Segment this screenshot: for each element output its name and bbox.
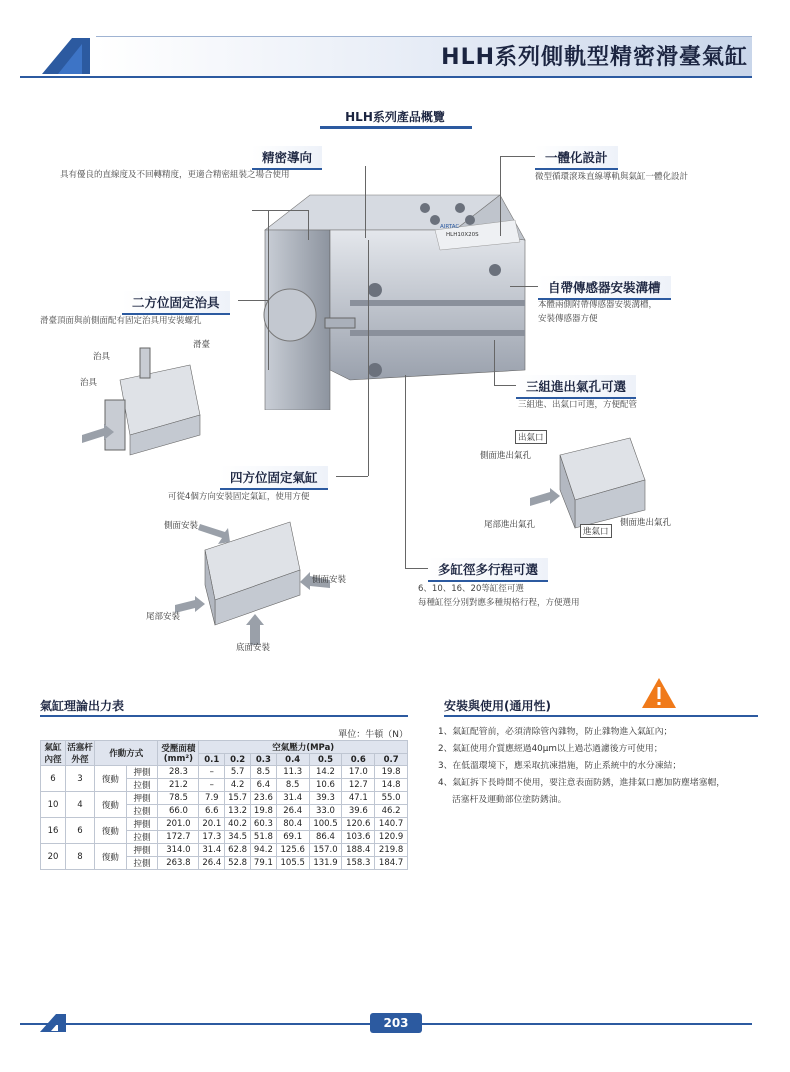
cell-force: 33.0 xyxy=(309,805,342,818)
callout-jig: 二方位固定治具 xyxy=(122,291,230,315)
footer-logo xyxy=(38,1012,68,1034)
label-end-port: 尾部進出氣孔 xyxy=(484,520,536,530)
leader-line xyxy=(252,210,308,211)
callout-ports: 三組進出氣孔可選 xyxy=(516,375,636,399)
desc-jig: 滑臺頂面與前側面配有固定治具用安裝螺孔 xyxy=(40,316,202,326)
cell-direction: 押側 xyxy=(126,766,158,779)
install-item: 1、氣缸配管前，必須清除管內雜物，防止雜物進入氣缸內； xyxy=(438,727,673,737)
cell-force: 131.9 xyxy=(309,857,342,870)
table-row xyxy=(41,766,408,779)
table-row xyxy=(41,792,408,805)
header-rule xyxy=(20,76,752,78)
cell-force: 19.8 xyxy=(375,766,408,779)
install-rule xyxy=(444,715,758,717)
cell-force: 47.1 xyxy=(342,792,375,805)
warning-icon xyxy=(640,676,678,710)
cell-force: 19.8 xyxy=(251,805,277,818)
cell-force: 60.3 xyxy=(251,818,277,831)
label-side-mount2: 側面安裝 xyxy=(312,575,347,585)
cell-force: 80.4 xyxy=(276,818,309,831)
th-pressure-value: 0.2 xyxy=(225,754,251,766)
th-pressure-value: 0.3 xyxy=(251,754,277,766)
cell-force: 94.2 xyxy=(251,844,277,857)
cell-force: 31.4 xyxy=(276,792,309,805)
cell-force: 184.7 xyxy=(375,857,408,870)
cell-force: 31.4 xyxy=(199,844,225,857)
table-row xyxy=(41,818,408,831)
label-bottom-mount: 底面安裝 xyxy=(236,643,271,653)
desc-precision: 具有優良的直線度及不回轉精度，更適合精密組裝之場合使用 xyxy=(60,170,290,180)
cell-force: 158.3 xyxy=(342,857,375,870)
cell-force: 17.0 xyxy=(342,766,375,779)
label-model: HLH10X20S xyxy=(446,232,479,238)
cell-force: 69.1 xyxy=(276,831,309,844)
cell-bore: 6 xyxy=(41,766,66,792)
cell-bore: 16 xyxy=(41,818,66,844)
cell-force: 79.1 xyxy=(251,857,277,870)
cell-direction: 拉側 xyxy=(126,779,158,792)
force-table-unit: 單位：牛頓（N） xyxy=(338,730,408,740)
cell-force: 62.8 xyxy=(225,844,251,857)
cell-rod: 3 xyxy=(66,766,95,792)
install-title: 安裝與使用(通用性) xyxy=(444,699,551,713)
cell-bore: 10 xyxy=(41,792,66,818)
leader-line xyxy=(308,210,309,240)
cell-force: 5.7 xyxy=(225,766,251,779)
cell-force: 17.3 xyxy=(199,831,225,844)
cell-force: – xyxy=(199,779,225,792)
cell-rod: 8 xyxy=(66,844,95,870)
th-action: 作動方式 xyxy=(95,741,158,766)
cell-direction: 拉側 xyxy=(126,831,158,844)
cell-force: 39.3 xyxy=(309,792,342,805)
leader-line xyxy=(336,476,368,477)
callout-multi: 多缸徑多行程可選 xyxy=(428,558,548,582)
install-item: 2、氣缸使用介質應經過40μm以上過芯過濾後方可使用； xyxy=(438,744,663,754)
label-slide: 滑臺 xyxy=(193,340,211,350)
leader-line xyxy=(500,156,535,157)
cell-force: 34.5 xyxy=(225,831,251,844)
label-inlet: 進氣口 xyxy=(580,524,612,538)
cell-rod: 6 xyxy=(66,818,95,844)
cell-force: 40.2 xyxy=(225,818,251,831)
cell-force: 6.4 xyxy=(251,779,277,792)
label-brand: AIRTAC xyxy=(440,224,460,230)
leader-line xyxy=(500,156,501,236)
leader-line xyxy=(405,568,428,569)
callout-precision: 精密導向 xyxy=(252,146,322,170)
desc-sensor-1: 本體兩側附帶傳感器安裝溝槽， xyxy=(538,300,658,310)
desc-multi-2: 每種缸徑分別對應多種規格行程，方便選用 xyxy=(418,598,580,608)
leader-line xyxy=(510,286,538,287)
install-item: 4、氣缸拆下長時間不使用，要注意表面防銹，進排氣口應加防塵堵塞帽， xyxy=(438,778,726,788)
desc-four-mount: 可從4個方向安裝固定氣缸，使用方便 xyxy=(168,492,310,502)
desc-multi-1: 6、10、16、20等缸徑可選 xyxy=(418,584,524,594)
cell-force: 52.8 xyxy=(225,857,251,870)
leader-line xyxy=(368,240,369,476)
cell-force: 7.9 xyxy=(199,792,225,805)
cell-area: 78.5 xyxy=(158,792,199,805)
cell-force: 10.6 xyxy=(309,779,342,792)
cell-force: – xyxy=(199,766,225,779)
cell-force: 13.2 xyxy=(225,805,251,818)
cell-force: 51.8 xyxy=(251,831,277,844)
th-pressure: 空氣壓力(MPa) xyxy=(199,741,408,754)
overview-title: HLH系列產品概覽 xyxy=(345,110,445,124)
cell-force: 20.1 xyxy=(199,818,225,831)
cell-direction: 拉側 xyxy=(126,805,158,818)
label-end-mount: 尾部安裝 xyxy=(146,612,181,622)
desc-ports: 三組進、出氣口可選，方便配管 xyxy=(518,400,638,410)
cell-force: 23.6 xyxy=(251,792,277,805)
cell-force: 55.0 xyxy=(375,792,408,805)
cell-force: 103.6 xyxy=(342,831,375,844)
force-table xyxy=(40,740,408,870)
desc-sensor-2: 安裝傳感器方便 xyxy=(538,314,598,324)
cell-force: 6.6 xyxy=(199,805,225,818)
cell-area: 263.8 xyxy=(158,857,199,870)
callout-integrated: 一體化設計 xyxy=(535,146,618,170)
force-table-title: 氣缸理論出力表 xyxy=(40,699,125,713)
leader-line xyxy=(494,340,495,385)
cylinder-illustration xyxy=(230,180,530,410)
cell-action: 復動 xyxy=(95,766,127,792)
leader-line xyxy=(365,166,366,238)
install-item: 3、在低溫環境下，應采取抗凍措施，防止系統中的水分凍結； xyxy=(438,761,682,771)
cell-force: 12.7 xyxy=(342,779,375,792)
cell-force: 157.0 xyxy=(309,844,342,857)
cell-force: 11.3 xyxy=(276,766,309,779)
cell-action: 復動 xyxy=(95,818,127,844)
cell-force: 219.8 xyxy=(375,844,408,857)
label-side-port2: 側面進出氣孔 xyxy=(620,518,672,528)
cell-force: 14.8 xyxy=(375,779,408,792)
leader-line xyxy=(268,210,269,370)
cell-direction: 拉側 xyxy=(126,857,158,870)
install-item: 活塞杆及運動部位塗防銹油。 xyxy=(452,795,567,805)
force-table-rule xyxy=(40,715,408,717)
cell-direction: 押側 xyxy=(126,792,158,805)
th-pressure-value: 0.7 xyxy=(375,754,408,766)
cell-direction: 押側 xyxy=(126,844,158,857)
desc-integrated: 微型循環滾珠直線導軌與氣缸一體化設計 xyxy=(535,172,689,182)
table-row xyxy=(41,844,408,857)
cell-direction: 押側 xyxy=(126,818,158,831)
th-bore: 氣缸內徑 xyxy=(41,741,66,766)
cell-force: 86.4 xyxy=(309,831,342,844)
leader-line xyxy=(494,385,516,386)
label-side-port: 側面進出氣孔 xyxy=(480,451,532,461)
cell-force: 188.4 xyxy=(342,844,375,857)
cell-area: 66.0 xyxy=(158,805,199,818)
cell-area: 21.2 xyxy=(158,779,199,792)
cell-force: 100.5 xyxy=(309,818,342,831)
cell-area: 172.7 xyxy=(158,831,199,844)
cell-force: 46.2 xyxy=(375,805,408,818)
th-pressure-value: 0.1 xyxy=(199,754,225,766)
cell-force: 4.2 xyxy=(225,779,251,792)
overview-rule xyxy=(320,126,472,129)
cell-action: 復動 xyxy=(95,844,127,870)
th-pressure-value: 0.4 xyxy=(276,754,309,766)
leader-line xyxy=(238,300,268,301)
install-list xyxy=(438,724,768,809)
page-title: HLH系列側軌型精密滑臺氣缸 xyxy=(441,45,748,70)
cell-bore: 20 xyxy=(41,844,66,870)
label-jig1: 治具 xyxy=(93,352,111,362)
cell-action: 復動 xyxy=(95,792,127,818)
label-side-mount1: 側面安裝 xyxy=(164,521,199,531)
label-jig2: 治具 xyxy=(80,378,98,388)
cell-force: 14.2 xyxy=(309,766,342,779)
label-outlet: 出氣口 xyxy=(515,430,547,444)
cell-area: 314.0 xyxy=(158,844,199,857)
cell-force: 26.4 xyxy=(276,805,309,818)
cell-force: 8.5 xyxy=(251,766,277,779)
leader-line xyxy=(405,375,406,568)
cell-force: 39.6 xyxy=(342,805,375,818)
cell-area: 28.3 xyxy=(158,766,199,779)
cell-force: 15.7 xyxy=(225,792,251,805)
cell-force: 8.5 xyxy=(276,779,309,792)
th-rod: 活塞杆外徑 xyxy=(66,741,95,766)
cell-force: 26.4 xyxy=(199,857,225,870)
th-area: 受壓面積(mm²) xyxy=(158,741,199,766)
brand-logo xyxy=(38,34,98,76)
cell-force: 105.5 xyxy=(276,857,309,870)
callout-four-mount: 四方位固定氣缸 xyxy=(220,466,328,490)
page-number: 203 xyxy=(370,1013,422,1033)
th-pressure-value: 0.5 xyxy=(309,754,342,766)
cell-force: 120.9 xyxy=(375,831,408,844)
cell-rod: 4 xyxy=(66,792,95,818)
th-pressure-value: 0.6 xyxy=(342,754,375,766)
cell-force: 120.6 xyxy=(342,818,375,831)
callout-sensor: 自帶傳感器安裝溝槽 xyxy=(538,276,671,300)
cell-force: 140.7 xyxy=(375,818,408,831)
cell-area: 201.0 xyxy=(158,818,199,831)
cell-force: 125.6 xyxy=(276,844,309,857)
